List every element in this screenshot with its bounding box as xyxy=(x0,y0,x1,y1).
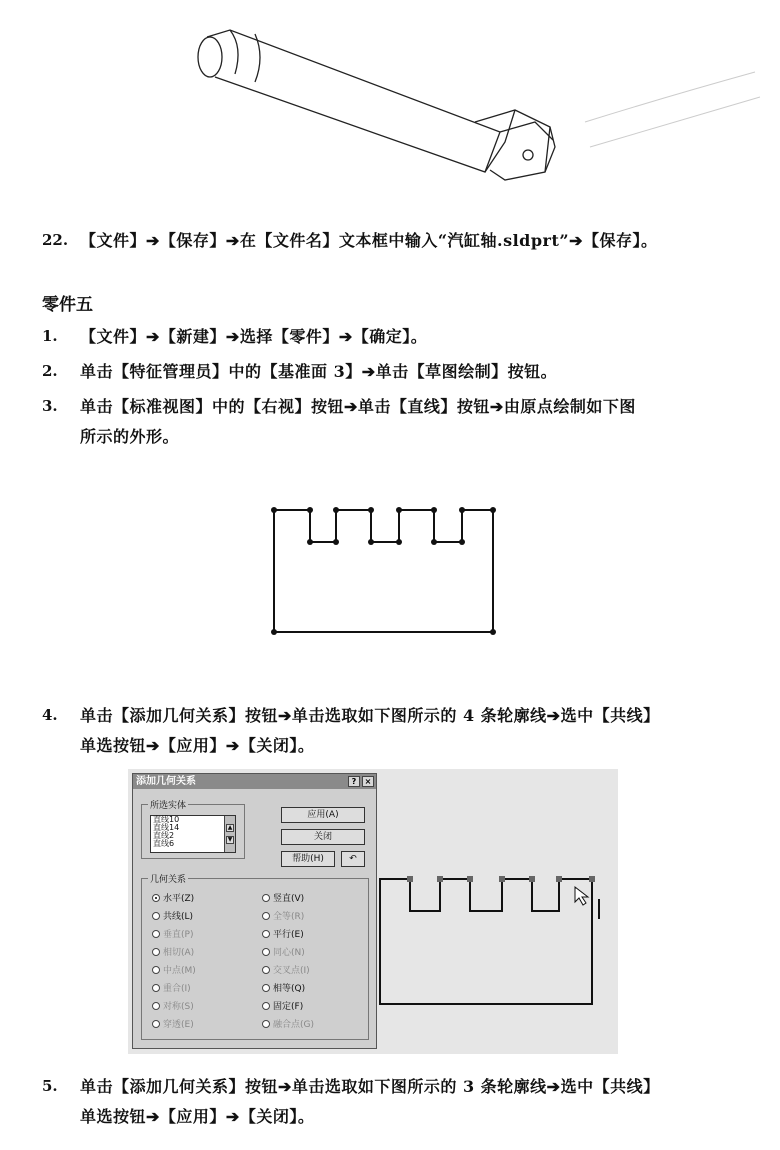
step-22-number: 22. xyxy=(42,231,69,249)
close-button[interactable]: 关闭 xyxy=(281,829,365,845)
selected-entities-label: 所选实体 xyxy=(148,798,188,811)
list-item[interactable]: 直线10 xyxy=(153,815,180,824)
relation-radio-label: 水平(Z) xyxy=(163,894,195,904)
relation-radio[interactable] xyxy=(262,963,310,976)
relation-radio-label: 同心(N) xyxy=(273,948,305,958)
radio-circle-icon[interactable] xyxy=(262,894,270,902)
step-5-line-1: 单击【添加几何关系】按钮➔单击选取如下图所示的 3 条轮廓线➔选中【共线】 xyxy=(80,1077,660,1096)
apply-button[interactable]: 应用(A) xyxy=(281,807,365,823)
step-3-number: 3. xyxy=(42,397,58,415)
dialog-title: 添加几何关系 xyxy=(136,776,196,787)
dialog-titlebar xyxy=(133,774,376,789)
step-3-line-1: 单击【标准视图】中的【右视】按钮➔单击【直线】按钮➔由原点绘制如下图 xyxy=(80,397,636,416)
radio-circle-icon[interactable] xyxy=(262,966,270,974)
relation-radio[interactable] xyxy=(152,963,196,976)
radio-circle-icon[interactable] xyxy=(152,1020,160,1028)
radio-circle-icon[interactable] xyxy=(152,948,160,956)
relation-radio-label: 相切(A) xyxy=(163,948,195,958)
step-3-line-2: 所示的外形。 xyxy=(80,427,180,446)
relation-radio[interactable] xyxy=(152,891,194,904)
step-2-number: 2. xyxy=(42,362,58,380)
radio-circle-icon[interactable] xyxy=(152,894,160,902)
section-title: 零件五 xyxy=(42,295,93,315)
relation-radio[interactable] xyxy=(152,1017,194,1030)
relation-radio[interactable] xyxy=(262,999,303,1012)
relation-radio[interactable] xyxy=(262,1017,314,1030)
relation-radio-label: 交叉点(I) xyxy=(273,966,310,976)
relation-radio[interactable] xyxy=(152,945,194,958)
list-item[interactable]: 直线6 xyxy=(153,839,175,848)
scroll-up-arrow-icon[interactable]: ▲ xyxy=(227,824,233,831)
step-2-text: 单击【特征管理员】中的【基准面 3】➔单击【草图绘制】按钮。 xyxy=(80,362,558,381)
relation-radio[interactable] xyxy=(152,981,191,994)
step-1-text: 【文件】➔【新建】➔选择【零件】➔【确定】。 xyxy=(80,327,428,346)
radio-circle-icon[interactable] xyxy=(152,930,160,938)
relations-label: 几何关系 xyxy=(148,872,188,885)
relation-radio-label: 共线(L) xyxy=(163,912,194,922)
undo-button[interactable]: ↶ xyxy=(341,851,365,867)
relation-radio[interactable] xyxy=(152,927,193,940)
list-item[interactable]: 直线14 xyxy=(153,823,180,832)
cylinder-shaft-figure xyxy=(185,22,770,197)
relation-radio-label: 穿透(E) xyxy=(163,1020,194,1030)
step-4-line-1: 单击【添加几何关系】按钮➔单击选取如下图所示的 4 条轮廓线➔选中【共线】 xyxy=(80,706,660,725)
relation-radio[interactable] xyxy=(262,909,304,922)
radio-circle-icon[interactable] xyxy=(262,912,270,920)
list-scrollbar[interactable] xyxy=(224,816,235,852)
selected-entities-list[interactable] xyxy=(150,815,236,853)
radio-circle-icon[interactable] xyxy=(262,948,270,956)
step-4-line-2: 单选按钮➔【应用】➔【关闭】。 xyxy=(80,736,315,755)
relation-radio[interactable] xyxy=(152,999,194,1012)
relation-radio[interactable] xyxy=(262,927,304,940)
relation-radio-label: 重合(I) xyxy=(163,984,191,994)
relation-radio-label: 相等(Q) xyxy=(273,984,306,994)
relation-radio-label: 垂直(P) xyxy=(163,930,194,940)
add-relation-dialog xyxy=(132,773,377,1049)
dialog-help-button[interactable]: ? xyxy=(348,776,360,787)
selected-entities-group xyxy=(141,801,245,859)
radio-circle-icon[interactable] xyxy=(262,930,270,938)
radio-circle-icon[interactable] xyxy=(152,984,160,992)
relation-radio-label: 平行(E) xyxy=(273,930,304,940)
relation-radio-label: 固定(F) xyxy=(273,1002,304,1012)
relation-radio-label: 中点(M) xyxy=(163,966,196,976)
step-1-number: 1. xyxy=(42,327,58,345)
step-4-number: 4. xyxy=(42,706,58,724)
relations-group xyxy=(141,875,369,1040)
radio-circle-icon[interactable] xyxy=(152,912,160,920)
dialog-sketch-preview xyxy=(377,869,617,1009)
relation-radio[interactable] xyxy=(152,909,193,922)
relation-radio-label: 竖直(V) xyxy=(273,894,305,904)
sketch-outline-figure xyxy=(266,502,506,642)
list-item[interactable]: 直线2 xyxy=(153,831,175,840)
relation-radio-label: 融合点(G) xyxy=(273,1020,314,1030)
help-button[interactable]: 帮助(H) xyxy=(281,851,335,867)
radio-circle-icon[interactable] xyxy=(262,984,270,992)
dialog-close-x-button[interactable]: × xyxy=(362,776,374,787)
add-relation-screenshot xyxy=(128,769,618,1054)
step-22-text: 【文件】➔【保存】➔在【文件名】文本框中输入“汽缸轴.sldprt”➔【保存】。 xyxy=(80,231,658,250)
relation-radio-label: 对称(S) xyxy=(163,1002,194,1012)
relation-radio[interactable] xyxy=(262,981,305,994)
radio-circle-icon[interactable] xyxy=(262,1002,270,1010)
step-5-number: 5. xyxy=(42,1077,58,1095)
scroll-down-arrow-icon[interactable]: ▼ xyxy=(227,836,233,843)
mouse-cursor-icon xyxy=(575,887,588,905)
relation-radio[interactable] xyxy=(262,891,304,904)
relation-radio[interactable] xyxy=(262,945,305,958)
radio-circle-icon[interactable] xyxy=(152,966,160,974)
radio-circle-icon[interactable] xyxy=(262,1020,270,1028)
radio-circle-icon[interactable] xyxy=(152,1002,160,1010)
step-5-line-2: 单选按钮➔【应用】➔【关闭】。 xyxy=(80,1107,315,1126)
relation-radio-label: 全等(R) xyxy=(273,912,305,922)
